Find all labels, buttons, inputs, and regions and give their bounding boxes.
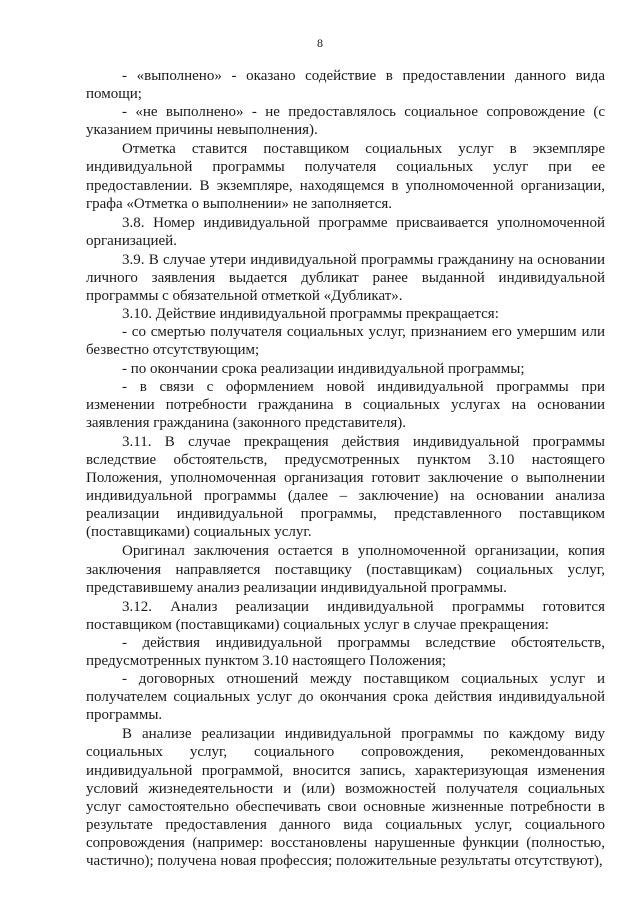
paragraph-mark-placement: Отметка ставится поставщиком социальных услуг в экземпляре индивидуальной программы получателя социальных услуг при ее предоставлении. В экземпляре, находящемся в уполномоченной организации, графа «Отметка о выполнении» не заполняется. — [86, 141, 605, 212]
paragraph-conclusion-original: Оригинал заключения остается в уполномоченной организации, копия заключения направляется поставщику (поставщикам) социальных услуг, представившему анализ реализации индивидуальной программы. — [86, 543, 605, 596]
list-item-death: - со смертью получателя социальных услуг, признанием его умершим или безвестно отсутствующим; — [86, 324, 605, 359]
list-item-contract-termination: - договорных отношений между поставщиком социальных услуг и получателем социальных услуг до окончания срока действия индивидуальной программы. — [86, 671, 605, 724]
paragraph-3-11: 3.11. В случае прекращения действия индивидуальной программы вследствие обстоятельств, предусмотренных пунктом 3.10 настоящего Положения, уполномоченная организация готовит заключение о выполнении индивидуальной программы (далее – заключение) на основании анализа реализации индивидуальной программы, представленного поставщиком (поставщиками) социальных услуг. — [86, 433, 605, 541]
list-item-term-end: - по окончании срока реализации индивидуальной программы; — [122, 360, 525, 377]
paragraph-3-12: 3.12. Анализ реализации индивидуальной программы готовится поставщиком (поставщиками) социальных услуг в случае прекращения: — [86, 598, 605, 633]
page-number: 8 — [317, 36, 323, 50]
list-item-program-termination: - действия индивидуальной программы вследствие обстоятельств, предусмотренных пунктом 3.10 настоящего Положения; — [86, 634, 605, 669]
paragraph-3-10: 3.10. Действие индивидуальной программы прекращается: — [122, 306, 499, 323]
document-body — [86, 67, 605, 870]
paragraph-status-not-done: - «не выполнено» - не предоставлялось социальное сопровождение (с указанием причины невыполнения). — [86, 104, 605, 139]
paragraph-3-9: 3.9. В случае утери индивидуальной программы гражданину на основании личного заявления выдается дубликат ранее выданной индивидуальной программы с обязательной отметкой «Дубликат». — [86, 251, 605, 305]
paragraph-status-done: - «выполнено» - оказано содействие в предоставлении данного вида помощи; — [86, 68, 605, 103]
paragraph-analysis: В анализе реализации индивидуальной программы по каждому виду социальных услуг, социального сопровождения, рекомендованных индивидуальной программой, вносится запись, характеризующая изменения условий жизнедеятельности и (или) возможностей получателя социальных услуг самостоятельно обеспечивать свои основные жизненные потребности в результате предоставления данного вида социальных услуг, социального сопровождения (например: восстановлены нарушенные функции (полностью, частично); получена новая профессия; положительные результаты отсутствуют), — [86, 726, 605, 870]
list-item-new-program: - в связи с оформлением новой индивидуальной программы при изменении потребности гражданина в социальных услугах на основании заявления гражданина (законного представителя). — [86, 378, 605, 431]
paragraph-3-8: 3.8. Номер индивидуальной программе присваивается уполномоченной организацией. — [86, 214, 605, 249]
